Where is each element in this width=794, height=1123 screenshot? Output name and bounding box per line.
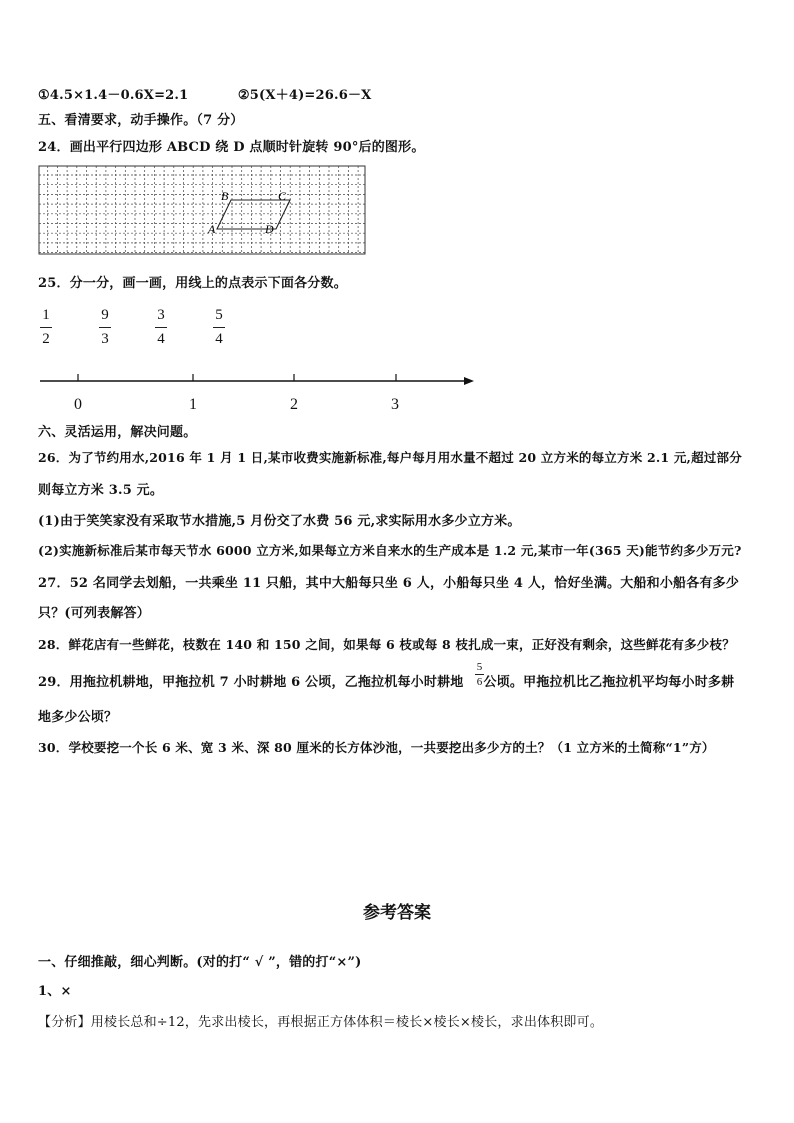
label-d: D (265, 222, 274, 236)
answer-analysis: 【分析】用棱长总和÷12，先求出棱长，再根据正方体体积＝棱长×棱长×棱长，求出体积即可。 (38, 1015, 604, 1030)
tick-label-3: 3 (391, 396, 399, 413)
label-a: A (208, 222, 216, 236)
question-29-fraction: 5 6 (476, 661, 483, 688)
number-line (38, 368, 478, 392)
question-26-sub1: (1)由于笑笑家没有采取节水措施,5 月份交了水费 56 元,求实际用水多少立方米。 (38, 514, 521, 529)
label-b: B (221, 189, 229, 203)
section-5-title: 五、看清要求，动手操作。（7 分） (38, 113, 244, 128)
question-27-line1: 27．52 名同学去划船，一共乘坐 11 只船，其中大船每只坐 6 人，小船每只坐 4 人，恰好坐满。大船和小船各有多少 (38, 576, 740, 591)
fraction-2: 9 3 (99, 307, 111, 348)
answers-section-1: 一、仔细推敲，细心判断。(对的打“ √ ”，错的打“×”) (38, 955, 362, 970)
question-28: 28．鲜花店有一些鲜花，枝数在 140 和 150 之间，如果每 6 枝或每 8 枝扎成一束，正好没有剩余，这些鲜花有多少枝？ (38, 637, 735, 652)
label-c: C (278, 189, 287, 203)
equation-1: 4.5×1.4－0.6X=2.1 (49, 88, 189, 103)
answer-item-1: 1、× (38, 984, 72, 999)
tick-label-1: 1 (189, 396, 197, 413)
question-24: 24．画出平行四边形 ABCD 绕 D 点顺时针旋转 90°后的图形。 (38, 140, 425, 155)
question-26-line1: 26．为了节约用水,2016 年 1 月 1 日,某市收费实施新标准,每户每月用水量不超过 20 立方米的每立方米 2.1 元,超过部分 (38, 450, 742, 465)
fraction-3: 3 4 (155, 307, 167, 348)
equation-2-marker: ② (237, 88, 250, 103)
equation-1-marker: ① (38, 88, 50, 103)
question-30: 30．学校要挖一个长 6 米、宽 3 米、深 80 厘米的长方体沙池，一共要挖出多少方的土？（1 立方米的土简称“1”方） (38, 740, 715, 755)
tick-label-0: 0 (74, 396, 82, 413)
question-29-line1: 29．用拖拉机耕地，甲拖拉机 7 小时耕地 6 公顷，乙拖拉机每小时耕地 公顷。甲拖拉机比乙拖拉机平均每小时多耕 (38, 675, 735, 690)
fraction-1: 1 2 (40, 307, 52, 348)
question-26-sub2: (2)实施新标准后某市每天节水 6000 立方米,如果每立方米自来水的生产成本是 1.2 元,某市一年(365 天)能节约多少万元? (38, 543, 742, 558)
equation-row (38, 84, 371, 103)
question-29-line2: 地多少公顷？ (38, 710, 118, 725)
question-27-line2: 只？(可列表解答） (38, 606, 150, 621)
tick-label-2: 2 (290, 396, 298, 413)
equation-2: 5(X＋4)=26.6－X (249, 88, 372, 103)
number-line-arrow (464, 377, 474, 385)
answers-heading: 参考答案 (363, 903, 431, 923)
question-25: 25．分一分，画一画，用线上的点表示下面各分数。 (38, 276, 347, 291)
question-26-line2: 则每立方米 3.5 元。 (38, 483, 164, 498)
section-6-title: 六、灵活运用，解决问题。 (38, 425, 197, 440)
fraction-4: 5 4 (213, 307, 225, 348)
grid-diagram (38, 165, 366, 255)
